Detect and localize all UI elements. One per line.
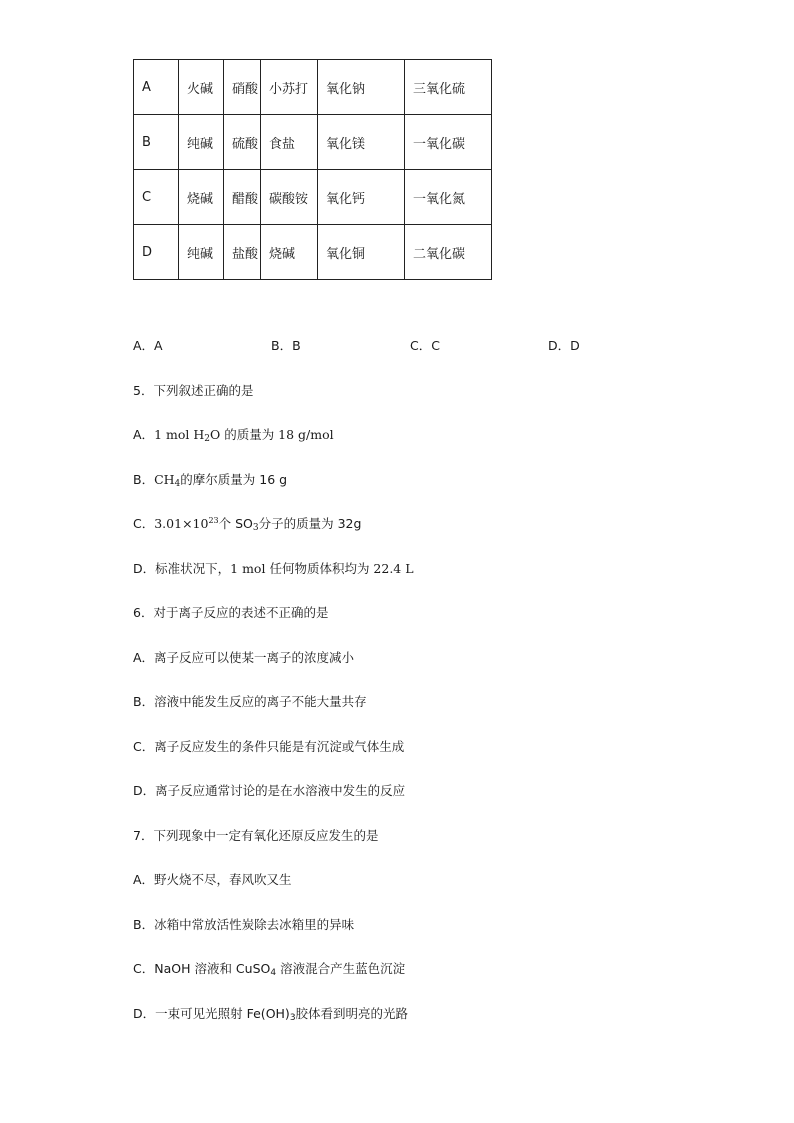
table-cell: 盐酸	[224, 225, 261, 280]
q5-option-d-text1: 标准状况下，	[155, 561, 231, 576]
q7-option-d-text1: 一束可见光照射 Fe(OH)	[155, 1006, 290, 1021]
q5-option-c-sub: 3	[252, 523, 259, 533]
q5-option-a-prefix: A．	[133, 427, 155, 442]
q5-stem: 5．下列叙述正确的是	[133, 383, 254, 398]
q5-option-b-text2: 的摩尔质量为 16 g	[180, 472, 288, 487]
q4-option-c[interactable]: C．C	[410, 338, 440, 353]
table-cell: 纯碱	[179, 115, 224, 170]
row-label-cell: D	[134, 225, 179, 280]
q5-option-c[interactable]	[133, 514, 361, 533]
table-cell: 火碱	[179, 60, 224, 115]
q6-option-d[interactable]: D．离子反应通常讨论的是在水溶液中发生的反应	[133, 783, 406, 798]
table-row	[134, 115, 492, 170]
q5-option-d-prefix: D．	[133, 561, 156, 576]
row-label-cell: B	[134, 115, 179, 170]
table-cell: 氧化钠	[318, 60, 405, 115]
q5-option-c-text1: 3.01×10	[154, 516, 209, 531]
table-cell: 二氧化碳	[405, 225, 492, 280]
table-row	[134, 225, 492, 280]
q7-option-c-text1: NaOH 溶液和 CuSO	[154, 961, 271, 976]
q5-option-b-text1: CH	[154, 472, 175, 487]
q7-option-c-text2: 溶液混合产生蓝色沉淀	[276, 961, 406, 976]
q5-option-a[interactable]	[133, 425, 334, 444]
q6-option-a[interactable]: A．离子反应可以使某一离子的浓度减小	[133, 650, 355, 665]
q5-option-d-text3: 任何物质体积均为	[265, 561, 374, 576]
q6-stem: 6．对于离子反应的表述不正确的是	[133, 605, 329, 620]
table-row	[134, 170, 492, 225]
table-cell: 碳酸铵	[261, 170, 318, 225]
q5-option-b-sub: 4	[174, 479, 181, 489]
q5-option-c-text3: 分子的质量为 32g	[258, 516, 362, 531]
q7-option-c-sub: 4	[270, 968, 277, 978]
q5-option-a-sub: 2	[204, 434, 210, 444]
q5-option-b[interactable]	[133, 470, 287, 489]
q7-option-d-prefix: D．	[133, 1006, 156, 1021]
options-table-body	[134, 60, 492, 280]
q5-option-a-text1: 1 mol H	[154, 427, 205, 442]
table-cell: 纯碱	[179, 225, 224, 280]
row-label-cell: A	[134, 60, 179, 115]
table-cell: 醋酸	[224, 170, 261, 225]
q7-stem: 7．下列现象中一定有氧化还原反应发生的是	[133, 828, 379, 843]
q7-option-c[interactable]	[133, 959, 405, 978]
table-cell: 小苏打	[261, 60, 318, 115]
q7-option-d-sub: 3	[289, 1013, 296, 1023]
row-label-cell: C	[134, 170, 179, 225]
q6-option-b[interactable]: B．溶液中能发生反应的离子不能大量共存	[133, 694, 367, 709]
table-cell: 烧碱	[179, 170, 224, 225]
table-row	[134, 60, 492, 115]
q5-option-a-text2: O 的质量为 18 g/mol	[209, 427, 334, 442]
q7-option-d[interactable]	[133, 1004, 408, 1023]
q7-option-d-text2: 胶体看到明亮的光路	[295, 1006, 409, 1021]
table-cell: 一氧化碳	[405, 115, 492, 170]
q4-option-a[interactable]: A．A	[133, 338, 163, 353]
q7-option-a[interactable]: A．野火烧不尽，春风吹又生	[133, 872, 292, 887]
q5-option-d[interactable]	[133, 559, 414, 577]
table-cell: 硝酸	[224, 60, 261, 115]
table-cell: 一氧化氮	[405, 170, 492, 225]
q5-option-c-sup: 23	[208, 516, 219, 525]
options-table	[133, 59, 492, 280]
q7-option-b[interactable]: B．冰箱中常放活性炭除去冰箱里的异味	[133, 917, 355, 932]
table-cell: 氧化镁	[318, 115, 405, 170]
table-cell: 氧化钙	[318, 170, 405, 225]
table-cell: 食盐	[261, 115, 318, 170]
q5-option-d-text4: 22.4 L	[373, 561, 414, 576]
q5-option-b-prefix: B．	[133, 472, 155, 487]
table-cell: 氧化铜	[318, 225, 405, 280]
table-cell: 三氧化硫	[405, 60, 492, 115]
q5-option-c-prefix: C．	[133, 516, 155, 531]
q6-option-c[interactable]: C．离子反应发生的条件只能是有沉淀或气体生成	[133, 739, 405, 754]
q5-option-d-text2: 1 mol	[230, 561, 266, 576]
table-cell: 烧碱	[261, 225, 318, 280]
q4-option-b[interactable]: B．B	[271, 338, 301, 353]
q7-option-c-prefix: C．	[133, 961, 155, 976]
q4-option-d[interactable]: D．D	[548, 338, 580, 353]
table-cell: 硫酸	[224, 115, 261, 170]
q5-option-c-text2: 个 SO	[218, 516, 253, 531]
